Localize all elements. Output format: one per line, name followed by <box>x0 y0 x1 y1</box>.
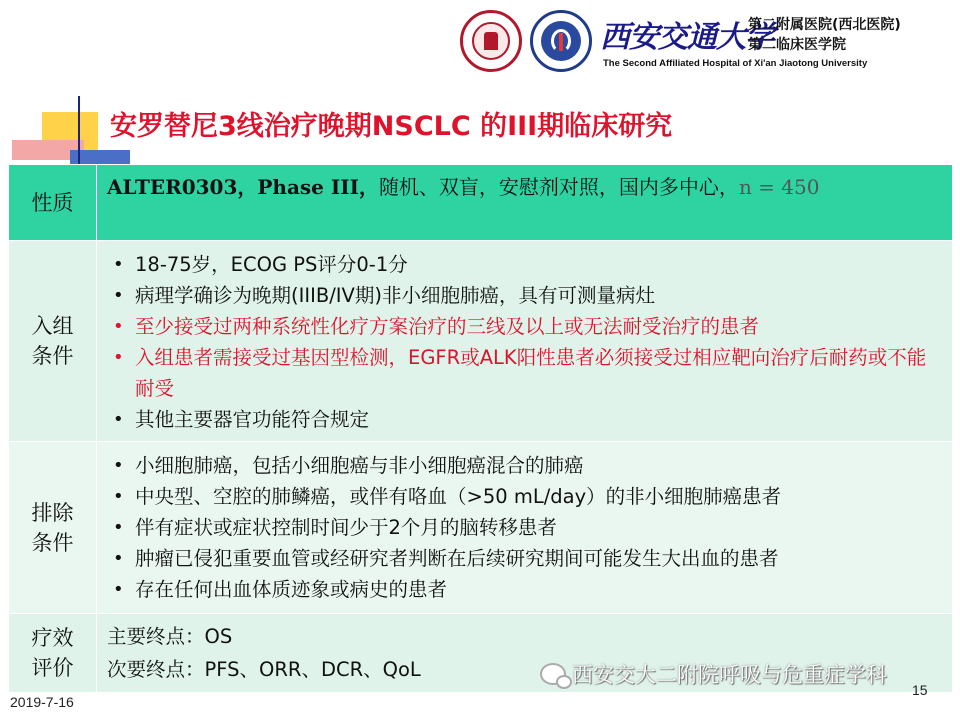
row-label-text: 排除 <box>31 500 74 525</box>
title-decoration-line <box>78 96 80 166</box>
row-label-nature <box>9 165 97 241</box>
study-design-table <box>8 164 953 693</box>
row-label-text: 入组 <box>31 314 74 338</box>
list-item: • 至少接受过两种系统性化疗方案治疗的三线及以上或无法耐受治疗的患者 <box>105 311 944 342</box>
study-name: ALTER0303， <box>107 175 258 199</box>
list-item: • 18-75岁，ECOG PS评分0-1分 <box>105 249 944 280</box>
hospital-english-name: The Second Affiliated Hospital of Xi'an Jiaotong University <box>603 58 868 69</box>
exclusion-content <box>97 442 953 614</box>
study-design: 随机、双盲，安慰剂对照，国内多中心， <box>378 175 739 199</box>
university-seal-logo <box>460 10 522 72</box>
nature-content <box>97 165 953 241</box>
row-label-text: 性质 <box>31 190 74 215</box>
table-row-inclusion <box>9 241 953 442</box>
list-item: • 中央型、空腔的肺鳞癌，或伴有咯血（>50 mL/day）的非小细胞肺癌患者 <box>105 481 944 512</box>
slide-title: 安罗替尼3线治疗晚期NSCLC 的III期临床研究 <box>110 111 673 142</box>
list-item: • 小细胞肺癌，包括小细胞癌与非小细胞癌混合的肺癌 <box>105 450 944 481</box>
sample-size: n = 450 <box>738 175 820 199</box>
inclusion-content <box>97 241 953 442</box>
list-item: • 存在任何出血体质迹象或病史的患者 <box>105 574 944 605</box>
list-item: • 伴有症状或症状控制时间少于2个月的脑转移患者 <box>105 512 944 543</box>
table-row-nature <box>9 165 953 241</box>
list-item: • 入组患者需接受过基因型检测，EGFR或ALK阳性患者必须接受过相应靶向治疗后耐药或不能耐受 <box>105 342 944 404</box>
watermark <box>540 656 887 692</box>
secondary-endpoint: 次要终点：PFS、ORR、DCR、QoL <box>107 658 421 681</box>
row-label-text: 疗效 <box>31 626 74 650</box>
slide-date: 2019-7-16 <box>10 694 74 710</box>
row-label-exclusion <box>9 442 97 614</box>
list-item: • 其他主要器官功能符合规定 <box>105 404 944 435</box>
watermark-text: 西安交大二附院呼吸与危重症学科 <box>572 663 887 687</box>
college-name: 第二临床医学院 <box>748 37 846 53</box>
page-number: 15 <box>912 682 928 698</box>
primary-endpoint: 主要终点：OS <box>107 625 233 648</box>
row-label-text: 条件 <box>31 530 74 555</box>
hospital-logo <box>530 10 592 72</box>
hospital-name: 第二附属医院(西北医院) <box>748 17 901 33</box>
study-phase: Phase III， <box>257 175 379 199</box>
list-item: • 病理学确诊为晚期(IIIB/IV期)非小细胞肺癌，具有可测量病灶 <box>105 280 944 311</box>
table-row-exclusion <box>9 442 953 614</box>
list-item: • 肿瘤已侵犯重要血管或经研究者判断在后续研究期间可能发生大出血的患者 <box>105 543 944 574</box>
row-label-inclusion <box>9 241 97 442</box>
row-label-efficacy <box>9 614 97 693</box>
university-name: 西安交通大学 <box>600 20 774 55</box>
row-label-text: 评价 <box>31 656 74 680</box>
wechat-icon <box>540 663 566 685</box>
row-label-text: 条件 <box>31 344 74 368</box>
